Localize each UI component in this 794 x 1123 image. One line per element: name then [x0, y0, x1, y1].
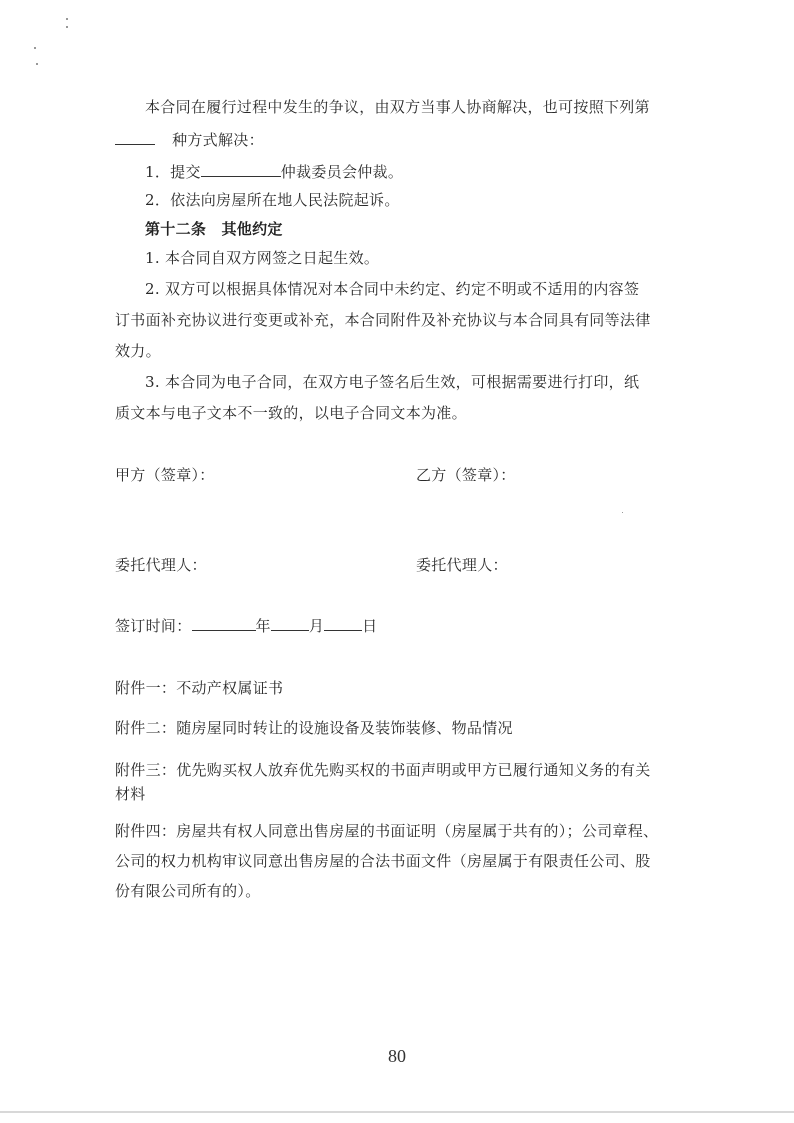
month-blank	[271, 615, 309, 631]
attachment-4-line1: 附件四：房屋共有权人同意出售房屋的书面证明（房屋属于共有的）；公司章程、	[115, 822, 659, 840]
scan-speck	[66, 18, 68, 20]
article-12-clause-3-line2: 质文本与电子文本不一致的，以电子合同文本为准。	[115, 404, 467, 422]
scan-speck	[66, 26, 68, 28]
dispute-option-1: 1．提交 仲裁委员会仲裁。	[145, 163, 404, 181]
article-12-clause-1: 1. 本合同自双方网签之日起生效。	[145, 249, 380, 267]
party-a-signature-label: 甲方（签章）：	[115, 466, 215, 484]
article-12-heading: 第十二条 其他约定	[145, 220, 283, 238]
day-blank	[324, 615, 362, 631]
attachment-2: 附件二：随房屋同时转让的设施设备及装饰装修、物品情况	[115, 719, 513, 737]
scan-speck	[34, 47, 36, 49]
article-12-clause-3-line1: 3. 本合同为电子合同，在双方电子签名后生效，可根据需要进行打印，纸	[145, 373, 640, 391]
scan-speck	[36, 63, 38, 65]
scan-speck	[622, 512, 623, 513]
dispute-intro-line2: 种方式解决：	[115, 129, 264, 150]
dispute-option-2: 2．依法向房屋所在地人民法院起诉。	[145, 191, 400, 209]
agent-a-label: 委托代理人：	[115, 556, 207, 574]
year-blank	[192, 615, 256, 631]
attachment-4-line3: 份有限公司所有的）。	[115, 882, 261, 900]
article-12-clause-2-line2: 订书面补充协议进行变更或补充，本合同附件及补充协议与本合同具有同等法律	[115, 311, 651, 329]
signing-date-line: 签订时间： 年 月 日	[115, 617, 378, 635]
attachment-1: 附件一：不动产权属证书	[115, 679, 284, 697]
article-12-clause-2-line1: 2. 双方可以根据具体情况对本合同中未约定、约定不明或不适用的内容签	[145, 280, 640, 298]
bottom-rule	[0, 1111, 794, 1113]
page-number: 80	[388, 1046, 406, 1066]
article-12-clause-2-line3: 效力。	[115, 342, 161, 360]
dispute-intro-line1: 本合同在履行过程中发生的争议，由双方当事人协商解决，也可按照下列第	[145, 98, 650, 116]
party-b-signature-label: 乙方（签章）：	[416, 466, 516, 484]
attachment-3-line1: 附件三：优先购买权人放弃优先购买权的书面声明或甲方已履行通知义务的有关	[115, 761, 651, 779]
choice-blank	[115, 129, 155, 145]
agent-b-label: 委托代理人：	[416, 556, 508, 574]
attachment-3-line2: 材料	[115, 785, 146, 803]
attachment-4-line2: 公司的权力机构审议同意出售房屋的合法书面文件（房屋属于有限责任公司、股	[115, 852, 651, 870]
arbitration-commission-blank	[201, 161, 281, 177]
